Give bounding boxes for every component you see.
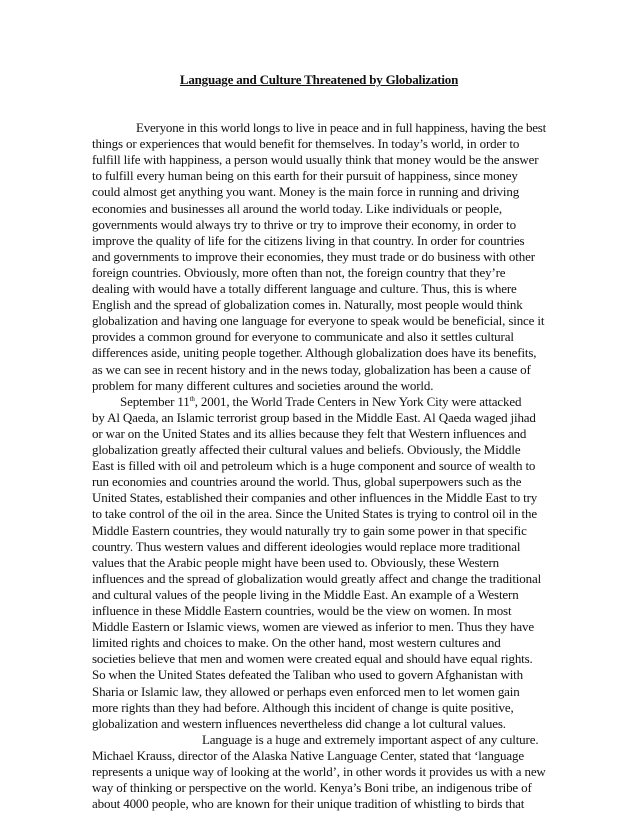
- document-title: Language and Culture Threatened by Globalization: [179, 72, 459, 87]
- body-line: more rights than they had before. Although this incident of change is quite positive,: [92, 699, 514, 715]
- body-line: Middle Eastern countries, they would naturally try to gain some power in that specific: [92, 522, 527, 538]
- body-line: English and the spread of globalization comes in. Naturally, most people would think: [92, 297, 523, 313]
- body-line: foreign countries. Obviously, more often than not, the foreign country that they’re: [92, 264, 506, 280]
- body-line: about 4000 people, who are known for their unique tradition of whistling to birds that: [92, 796, 525, 812]
- body-line: economies and businesses all around the world today. Like individuals or people,: [92, 200, 502, 216]
- body-line: limited rights and choices to make. On the other hand, most western cultures and: [92, 635, 501, 651]
- body-line: dealing with would have a totally different language and culture. Thus, this is where: [92, 281, 517, 296]
- body-line: to take control of the oil in the area. Since the United States is trying to control oil in the: [92, 506, 537, 522]
- body-line: Middle Eastern or Islamic views, women are viewed as inferior to men. Thus they have: [92, 619, 535, 635]
- body-line: and governments to improve their economies, they must trade or do business with other: [92, 248, 535, 264]
- body-line: influence in these Middle Eastern countries, would be the view on women. In most: [92, 603, 512, 618]
- body-line: provides a common ground for everyone to communicate and also it settles cultural: [92, 329, 514, 345]
- body-line: to fulfill every human being on this earth for their pursuit of happiness, since money: [92, 168, 518, 184]
- body-line: East is filled with oil and petroleum which is a huge component and source of wealth to: [92, 458, 536, 474]
- body-line: fulfill life with happiness, a person would usually think that money would be the answer: [92, 152, 539, 168]
- ordinal-superscript: th: [189, 394, 195, 403]
- body-line: country. Thus western values and different ideologies would replace more traditional: [92, 538, 521, 554]
- body-line: could almost get anything you want. Money is the main force in running and driving: [92, 184, 520, 200]
- body-line: governments would always try to thrive or try to improve their economy, in order to: [92, 216, 516, 232]
- body-line: represents a unique way of looking at the world’, in other words it provides us with a new: [92, 764, 546, 779]
- body-line: values that the Arabic people might have been used to. Obviously, these Western: [92, 554, 499, 570]
- body-line: Sharia or Islamic law, they allowed or perhaps even enforced men to let women gain: [92, 683, 520, 699]
- body-line: globalization and having one language for everyone to speak would be beneficial, since it: [92, 313, 545, 329]
- body-line: as we can see in recent history and in the news today, globalization has been a cause of: [92, 361, 531, 377]
- body-line: Michael Krauss, director of the Alaska Native Language Center, stated that ‘language: [92, 747, 524, 763]
- line-text: September 11: [120, 393, 190, 409]
- body-line: [120, 394, 521, 410]
- body-line: or war on the United States and its allies because they felt that Western influences and: [92, 425, 527, 441]
- body-line: differences aside, uniting people together. Although globalization does have its benefits,: [92, 345, 537, 361]
- body-line: influences and the spread of globalization would greatly affect and change the traditional: [92, 570, 542, 586]
- body-line: societies believe that men and women were created equal and should have equal rights.: [92, 651, 533, 667]
- body-line: things or experiences that would benefit for themselves. In today’s world, in order to: [92, 136, 520, 152]
- body-line: globalization greatly affected their cultural values and beliefs. Obviously, the Middle: [92, 442, 521, 457]
- body-line: globalization and western influences nevertheless did change a lot cultural values.: [92, 715, 506, 731]
- body-line: and cultural values of the people living in the Middle East. An example of a Western: [92, 586, 519, 602]
- body-line: way of thinking or perspective on the world. Kenya’s Boni tribe, an indigenous tribe of: [92, 780, 532, 796]
- body-line: run economies and countries around the world. Thus, global superpowers such as the: [92, 474, 522, 490]
- body-line: problem for many different cultures and societies around the world.: [92, 377, 434, 393]
- line-text: , 2001, the World Trade Centers in New York City were attacked: [194, 393, 522, 409]
- body-line: Everyone in this world longs to live in peace and in full happiness, having the best: [136, 120, 547, 135]
- body-line: by Al Qaeda, an Islamic terrorist group based in the Middle East. Al Qaeda waged jihad: [92, 409, 536, 425]
- body-line: improve the quality of life for the citizens living in that country. In order for countries: [92, 232, 525, 248]
- body-line: United States, established their companies and other influences in the Middle East to try: [92, 490, 538, 506]
- body-line: So when the United States defeated the Taliban who used to govern Afghanistan with: [92, 667, 523, 683]
- body-line: Language is a huge and extremely important aspect of any culture.: [202, 731, 539, 747]
